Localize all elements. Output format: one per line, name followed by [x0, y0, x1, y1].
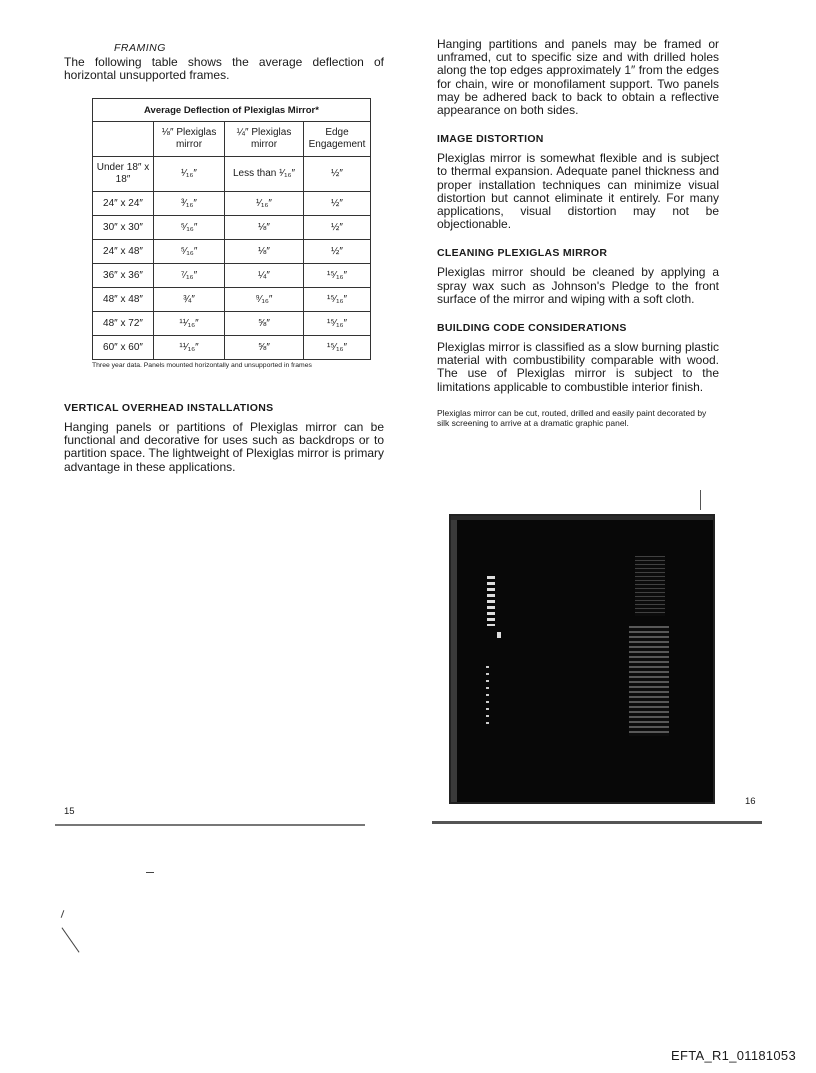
- table-row: [93, 216, 371, 240]
- table-row: [93, 192, 371, 216]
- table-row: [93, 157, 371, 192]
- photo-edge: [451, 516, 457, 802]
- table-cell: 36″ x 36″: [93, 264, 154, 288]
- photo-graphic-mark: [486, 666, 489, 726]
- table-cell: 48″ x 48″: [93, 288, 154, 312]
- table-cell: ⅝″: [225, 312, 304, 336]
- table-row: [93, 240, 371, 264]
- table-row: [93, 312, 371, 336]
- table-cell: ⅛″: [225, 216, 304, 240]
- table-cell: ³⁄₁₆″: [154, 192, 225, 216]
- table-cell: ¹⁵⁄₁₆″: [304, 312, 371, 336]
- table-header-cell: Edge Engagement: [304, 122, 371, 157]
- scan-mark: [61, 910, 65, 918]
- table-cell: 30″ x 30″: [93, 216, 154, 240]
- scan-mark: [61, 927, 79, 952]
- page-rule-left: [55, 824, 365, 826]
- table-cell: ⅛″: [225, 240, 304, 264]
- table-cell: ⅝″: [225, 336, 304, 360]
- table-cell: 24″ x 48″: [93, 240, 154, 264]
- mirror-panel-photo: [449, 514, 715, 804]
- table-cell: ¼″: [225, 264, 304, 288]
- table-cell: ⁹⁄₁₆″: [225, 288, 304, 312]
- table-header-cell: ¼″ Plexiglas mirror: [225, 122, 304, 157]
- vertical-installations-body: Hanging panels or partitions of Plexiglas mirror can be functional and decorative for uses such as backdrops or to partition space. The lightweight of Plexiglas mirror is primary advantage in these applications.: [64, 420, 384, 474]
- cleaning-heading: CLEANING PLEXIGLAS MIRROR: [437, 247, 608, 260]
- building-code-heading: BUILDING CODE CONSIDERATIONS: [437, 322, 627, 335]
- table-row: [93, 336, 371, 360]
- table-cell: Under 18″ x 18″: [93, 157, 154, 192]
- table-cell: ¹¹⁄₁₆″: [154, 312, 225, 336]
- table-header-cell: [93, 122, 154, 157]
- table-cell: ½″: [304, 157, 371, 192]
- table-cell: ¹¹⁄₁₆″: [154, 336, 225, 360]
- table-row: [93, 288, 371, 312]
- table-cell: ½″: [304, 192, 371, 216]
- table-header-row: [93, 122, 371, 157]
- table-cell: 60″ x 60″: [93, 336, 154, 360]
- table-cell: 24″ x 24″: [93, 192, 154, 216]
- table-cell: ⁵⁄₁₆″: [154, 240, 225, 264]
- hanging-partitions-body: Hanging partitions and panels may be framed or unframed, cut to specific size and with drilled holes along the top edges approximately 1″ from the edges for chain, wire or monofilament support. Two panels may be adhered back to back to obtain a reflective appearance on both sides.: [437, 37, 719, 118]
- page-rule-right: [432, 821, 762, 824]
- photo-graphic-mark: [487, 576, 495, 626]
- table-cell: Less than ¹⁄₁₆″: [225, 157, 304, 192]
- cleaning-body: Plexiglas mirror should be cleaned by applying a spray wax such as Johnson's Pledge to the front surface of the mirror and wiping with a soft cloth.: [437, 265, 719, 306]
- framing-intro: The following table shows the average deflection of horizontal unsupported frames.: [64, 55, 384, 83]
- table-cell: ¹⁵⁄₁₆″: [304, 288, 371, 312]
- table-cell: ½″: [304, 240, 371, 264]
- table-caption-row: [93, 99, 371, 122]
- photo-reflection: [635, 556, 665, 616]
- table-cell: ⁵⁄₁₆″: [154, 216, 225, 240]
- photo-caption: Plexiglas mirror can be cut, routed, drilled and easily paint decorated by silk screening to arrive at a dramatic graphic panel.: [437, 407, 707, 428]
- table-cell: ¾″: [154, 288, 225, 312]
- framing-title: FRAMING: [114, 42, 166, 54]
- table-cell: ⁷⁄₁₆″: [154, 264, 225, 288]
- table-cell: ¹⁵⁄₁₆″: [304, 264, 371, 288]
- bates-number: EFTA_R1_01181053: [670, 1048, 796, 1063]
- table-caption: Average Deflection of Plexiglas Mirror*: [93, 99, 371, 122]
- left-page-column: [64, 42, 384, 82]
- deflection-table: [92, 98, 371, 360]
- photo-hanging-wire: [700, 490, 701, 510]
- page-number-right: 16: [745, 796, 756, 807]
- vertical-installations-section: [64, 402, 384, 474]
- table-cell: ¹⁄₁₆″: [154, 157, 225, 192]
- page-number-left: 15: [64, 806, 75, 817]
- table-footnote: Three year data. Panels mounted horizontally and unsupported in frames: [92, 362, 312, 369]
- image-distortion-heading: IMAGE DISTORTION: [437, 133, 544, 146]
- building-code-body: Plexiglas mirror is classified as a slow burning plastic material with combustibility comparable with wood. The use of Plexiglas mirror is subject to the limitations applicable to combustible interior finish.: [437, 340, 719, 394]
- table-cell: ¹⁄₁₆″: [225, 192, 304, 216]
- image-distortion-body: Plexiglas mirror is somewhat flexible and is subject to thermal expansion. Adequate panel thickness and proper installation techniques can minimize visual distortion but cannot eliminate it entirely. For many applications, visual distortion may not be objectionable.: [437, 151, 719, 232]
- photo-edge: [451, 516, 713, 520]
- table-row: [93, 264, 371, 288]
- table-cell: ½″: [304, 216, 371, 240]
- vertical-installations-heading: VERTICAL OVERHEAD INSTALLATIONS: [64, 402, 274, 414]
- table-cell: 48″ x 72″: [93, 312, 154, 336]
- photo-reflection: [629, 626, 669, 736]
- right-page-column: [437, 38, 719, 428]
- table-header-cell: ⅛″ Plexiglas mirror: [154, 122, 225, 157]
- table-cell: ¹⁵⁄₁₆″: [304, 336, 371, 360]
- scan-mark: [146, 872, 154, 873]
- photo-graphic-mark: [497, 632, 501, 638]
